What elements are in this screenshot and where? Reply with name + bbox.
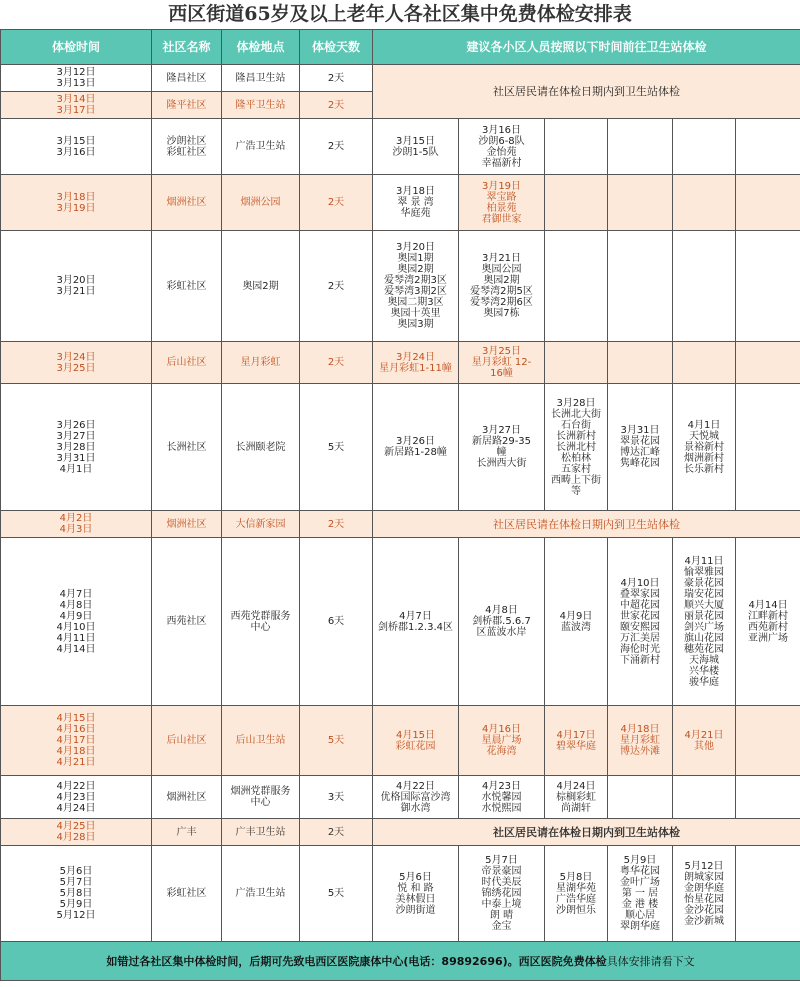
slot-cell: 4月14日 江畔新村 西苑新村 亚洲广场 bbox=[736, 538, 800, 706]
location-cell: 奥园2期 bbox=[222, 231, 300, 342]
community-cell: 烟洲社区 bbox=[152, 776, 222, 819]
note-cell: 社区居民请在体检日期内到卫生站体检 bbox=[373, 65, 800, 119]
slot-cell bbox=[545, 342, 608, 384]
page-title: 西区街道65岁及以上老年人各社区集中免费体检安排表 bbox=[168, 3, 632, 25]
slot-cell bbox=[673, 776, 736, 819]
slot-cell: 3月15日 沙朗1-5队 bbox=[373, 119, 459, 175]
location-cell: 后山卫生站 bbox=[222, 706, 300, 776]
location-cell: 广丰卫生站 bbox=[222, 819, 300, 846]
community-cell: 烟洲社区 bbox=[152, 511, 222, 538]
days-cell: 2天 bbox=[300, 175, 373, 231]
date-cell: 3月14日 3月17日 bbox=[1, 92, 152, 119]
table-row bbox=[1, 819, 800, 846]
slot-cell bbox=[608, 342, 673, 384]
location-cell: 广浩卫生站 bbox=[222, 846, 300, 942]
location-cell: 星月彩虹 bbox=[222, 342, 300, 384]
date-cell: 4月15日 4月16日 4月17日 4月18日 4月21日 bbox=[1, 706, 152, 776]
table-row bbox=[1, 119, 800, 175]
slot-cell: 4月1日 天悦城 景裕新村 烟洲新村 长乐新村 bbox=[673, 384, 736, 511]
slot-cell bbox=[608, 175, 673, 231]
slot-cell: 5月8日 星湖华苑 广浩华庭 沙朗恒乐 bbox=[545, 846, 608, 942]
days-cell: 3天 bbox=[300, 776, 373, 819]
date-cell: 3月26日 3月27日 3月28日 3月31日 4月1日 bbox=[1, 384, 152, 511]
slot-cell bbox=[736, 846, 800, 942]
date-cell: 4月22日 4月23日 4月24日 bbox=[1, 776, 152, 819]
table-row bbox=[1, 342, 800, 384]
community-cell: 广丰 bbox=[152, 819, 222, 846]
slot-cell: 4月18日 星月彩虹 博达外滩 bbox=[608, 706, 673, 776]
slot-cell: 5月7日 帝景豪园 时代美辰 锦绣花园 中泰上境 朗 晴 金宝 bbox=[459, 846, 545, 942]
header-row bbox=[1, 30, 800, 65]
slot-cell: 4月9日 蓝波湾 bbox=[545, 538, 608, 706]
table-row bbox=[1, 538, 800, 706]
slot-cell bbox=[673, 119, 736, 175]
slot-cell bbox=[673, 231, 736, 342]
table-row bbox=[1, 846, 800, 942]
slot-cell bbox=[736, 119, 800, 175]
schedule-table bbox=[0, 29, 800, 981]
date-cell: 4月2日 4月3日 bbox=[1, 511, 152, 538]
days-cell: 5天 bbox=[300, 384, 373, 511]
slot-cell: 5月6日 悦 和 路 美林假日 沙朗街道 bbox=[373, 846, 459, 942]
days-cell: 6天 bbox=[300, 538, 373, 706]
slot-cell: 4月10日 叠翠家园 中超花园 世家花园 颐安熙园 万汇美居 海伦时光 下涌新村 bbox=[608, 538, 673, 706]
footer-row bbox=[1, 942, 800, 981]
slot-cell: 3月20日 奥园1期 奥园2期 爱琴湾2期3区 爱琴湾3期2区 奥园二期3区 奥园十英里 奥园3期 bbox=[373, 231, 459, 342]
location-cell: 隆昌卫生站 bbox=[222, 65, 300, 92]
slot-cell bbox=[608, 231, 673, 342]
header-location: 体检地点 bbox=[222, 30, 300, 65]
slot-cell: 3月21日 奥园公园 奥园2期 爱琴湾2期5区 爱琴湾2期6区 奥园7栋 bbox=[459, 231, 545, 342]
community-cell: 西苑社区 bbox=[152, 538, 222, 706]
footer-bold: 如错过各社区集中体检时间，后期可先致电西区医院康体中心(电话：89892696)。西区医院免费体检 bbox=[106, 954, 607, 968]
slot-cell: 4月16日 星晨广场 花海湾 bbox=[459, 706, 545, 776]
slot-cell: 3月26日 新居路1-28幢 bbox=[373, 384, 459, 511]
date-cell: 3月18日 3月19日 bbox=[1, 175, 152, 231]
days-cell: 2天 bbox=[300, 65, 373, 92]
slot-cell bbox=[608, 776, 673, 819]
days-cell: 2天 bbox=[300, 342, 373, 384]
slot-cell bbox=[736, 706, 800, 776]
slot-cell: 4月21日 其他 bbox=[673, 706, 736, 776]
slot-cell bbox=[736, 342, 800, 384]
location-cell: 隆平卫生站 bbox=[222, 92, 300, 119]
days-cell: 2天 bbox=[300, 92, 373, 119]
community-cell: 沙朗社区 彩虹社区 bbox=[152, 119, 222, 175]
location-cell: 长洲颐老院 bbox=[222, 384, 300, 511]
community-cell: 后山社区 bbox=[152, 706, 222, 776]
slot-cell: 4月11日 愉翠雅园 豪景花园 瑞安花园 顺兴大厦 丽景花园 剑兴广场 旗山花园 穗苑花园 天海城 兴华楼 骏华庭 bbox=[673, 538, 736, 706]
date-cell: 4月25日 4月28日 bbox=[1, 819, 152, 846]
slot-cell: 3月25日 星月彩虹 12- 16幢 bbox=[459, 342, 545, 384]
date-cell: 3月20日 3月21日 bbox=[1, 231, 152, 342]
slot-cell: 5月9日 粤华花园 金叶广场 第 一 居 金 港 楼 顺心居 翠朗华庭 bbox=[608, 846, 673, 942]
header-days: 体检天数 bbox=[300, 30, 373, 65]
community-cell: 长洲社区 bbox=[152, 384, 222, 511]
date-cell: 5月6日 5月7日 5月8日 5月9日 5月12日 bbox=[1, 846, 152, 942]
community-cell: 烟洲社区 bbox=[152, 175, 222, 231]
slot-cell: 4月23日 水悦馨园 水悦熙园 bbox=[459, 776, 545, 819]
date-cell: 3月15日 3月16日 bbox=[1, 119, 152, 175]
table-row bbox=[1, 776, 800, 819]
table-row bbox=[1, 706, 800, 776]
slot-cell: 5月12日 朗城家园 金朗华庭 怡星花园 金沙花园 金沙新城 bbox=[673, 846, 736, 942]
slot-cell: 3月18日 翠 景 湾 华庭苑 bbox=[373, 175, 459, 231]
slot-cell: 3月28日 长洲北大街 石台街 长洲新村 长洲北村 松柏林 五家村 西畴上下街 等 bbox=[545, 384, 608, 511]
date-cell: 3月12日 3月13日 bbox=[1, 65, 152, 92]
days-cell: 5天 bbox=[300, 706, 373, 776]
note-cell: 社区居民请在体检日期内到卫生站体检 bbox=[373, 511, 800, 538]
slot-cell: 3月27日 新居路29-35 幢 长洲西大街 bbox=[459, 384, 545, 511]
slot-cell: 3月24日 星月彩虹1-11幢 bbox=[373, 342, 459, 384]
table-row bbox=[1, 511, 800, 538]
slot-cell: 4月17日 碧翠华庭 bbox=[545, 706, 608, 776]
slot-cell bbox=[673, 342, 736, 384]
table-row bbox=[1, 384, 800, 511]
table-row bbox=[1, 65, 800, 92]
table-row bbox=[1, 231, 800, 342]
header-suggest: 建议各小区人员按照以下时间前往卫生站体检 bbox=[373, 30, 800, 65]
slot-cell bbox=[608, 119, 673, 175]
slot-cell: 4月24日 棕榈彩虹 尚湖轩 bbox=[545, 776, 608, 819]
footer-note bbox=[1, 942, 800, 981]
footer-rest: 具体安排请看下文 bbox=[606, 954, 695, 968]
header-date: 体检时间 bbox=[1, 30, 152, 65]
slot-cell: 4月8日 剑桥郡.5.6.7 区蓝波水岸 bbox=[459, 538, 545, 706]
date-cell: 3月24日 3月25日 bbox=[1, 342, 152, 384]
community-cell: 隆昌社区 bbox=[152, 65, 222, 92]
slot-cell: 3月19日 翠宝路 柏景苑 君御世家 bbox=[459, 175, 545, 231]
location-cell: 大信新家园 bbox=[222, 511, 300, 538]
slot-cell bbox=[736, 776, 800, 819]
slot-cell: 3月31日 翠景花园 博达汇峰 隽峰花园 bbox=[608, 384, 673, 511]
days-cell: 2天 bbox=[300, 231, 373, 342]
slot-cell bbox=[545, 119, 608, 175]
table-row bbox=[1, 175, 800, 231]
slot-cell: 3月16日 沙朗6-8队 金怡苑 幸福新村 bbox=[459, 119, 545, 175]
community-cell: 彩虹社区 bbox=[152, 231, 222, 342]
location-cell: 烟洲公园 bbox=[222, 175, 300, 231]
days-cell: 2天 bbox=[300, 119, 373, 175]
slot-cell bbox=[736, 231, 800, 342]
slot-cell bbox=[673, 175, 736, 231]
slot-cell bbox=[736, 175, 800, 231]
days-cell: 2天 bbox=[300, 511, 373, 538]
slot-cell bbox=[545, 175, 608, 231]
community-cell: 隆平社区 bbox=[152, 92, 222, 119]
location-cell: 烟洲党群服务 中心 bbox=[222, 776, 300, 819]
slot-cell: 4月15日 彩虹花园 bbox=[373, 706, 459, 776]
community-cell: 后山社区 bbox=[152, 342, 222, 384]
slot-cell bbox=[545, 231, 608, 342]
location-cell: 西苑党群服务 中心 bbox=[222, 538, 300, 706]
days-cell: 2天 bbox=[300, 819, 373, 846]
slot-cell: 4月7日 剑桥郡1.2.3.4区 bbox=[373, 538, 459, 706]
date-cell: 4月7日 4月8日 4月9日 4月10日 4月11日 4月14日 bbox=[1, 538, 152, 706]
note-cell: 社区居民请在体检日期内到卫生站体检 bbox=[373, 819, 800, 846]
header-community: 社区名称 bbox=[152, 30, 222, 65]
slot-cell bbox=[736, 384, 800, 511]
community-cell: 彩虹社区 bbox=[152, 846, 222, 942]
slot-cell: 4月22日 优格国际富沙湾 御水湾 bbox=[373, 776, 459, 819]
location-cell: 广浩卫生站 bbox=[222, 119, 300, 175]
days-cell: 5天 bbox=[300, 846, 373, 942]
